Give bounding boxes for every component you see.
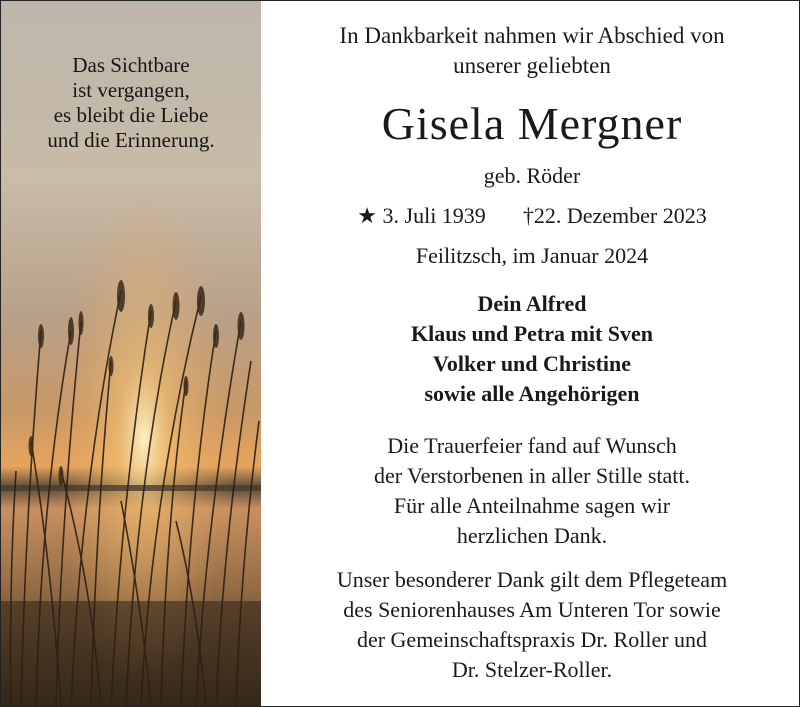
death-date: 22. Dezember 2023 [533, 203, 707, 228]
funeral-note-line: herzlichen Dank. [456, 523, 608, 548]
star-icon: ★ [357, 203, 378, 228]
quote-line: ist vergangen, [72, 78, 190, 102]
thanks-line: der Gemeinschaftspraxis Dr. Roller und [356, 627, 708, 652]
sunset-reeds-photo [1, 1, 261, 706]
mourner-line: Volker und Christine [432, 351, 632, 376]
birth-date: 3. Juli 1939 [382, 203, 486, 228]
mourner-line: Dein Alfred [477, 291, 587, 316]
quote-line: und die Erinnerung. [47, 128, 215, 152]
thanks-line: des Seniorenhauses Am Unteren Tor sowie [343, 597, 721, 622]
quote-line: es bleibt die Liebe [53, 103, 209, 127]
memorial-quote [1, 53, 261, 153]
quote-line: Das Sichtbare [72, 53, 190, 77]
birth-name: geb. Röder [483, 163, 581, 188]
intro-line: In Dankbarkeit nahmen wir Abschied von [339, 23, 725, 48]
intro-line: unserer geliebten [453, 53, 611, 78]
cross-icon: † [522, 203, 534, 228]
funeral-note-line: der Verstorbenen in aller Stille statt. [373, 463, 691, 488]
life-dates [263, 203, 800, 229]
funeral-note-line: Für alle Anteilnahme sagen wir [393, 493, 671, 518]
funeral-note-line: Die Trauerfeier fand auf Wunsch [387, 433, 677, 458]
deceased-name: Gisela Mergner [381, 98, 683, 149]
mourner-line: Klaus und Petra mit Sven [410, 321, 654, 346]
thanks-line: Unser besonderer Dank gilt dem Pflegeteam [336, 567, 728, 592]
mourner-line: sowie alle Angehörigen [424, 381, 640, 406]
thanks-line: Dr. Stelzer-Roller. [451, 657, 613, 682]
place-date: Feilitzsch, im Januar 2024 [415, 243, 649, 268]
